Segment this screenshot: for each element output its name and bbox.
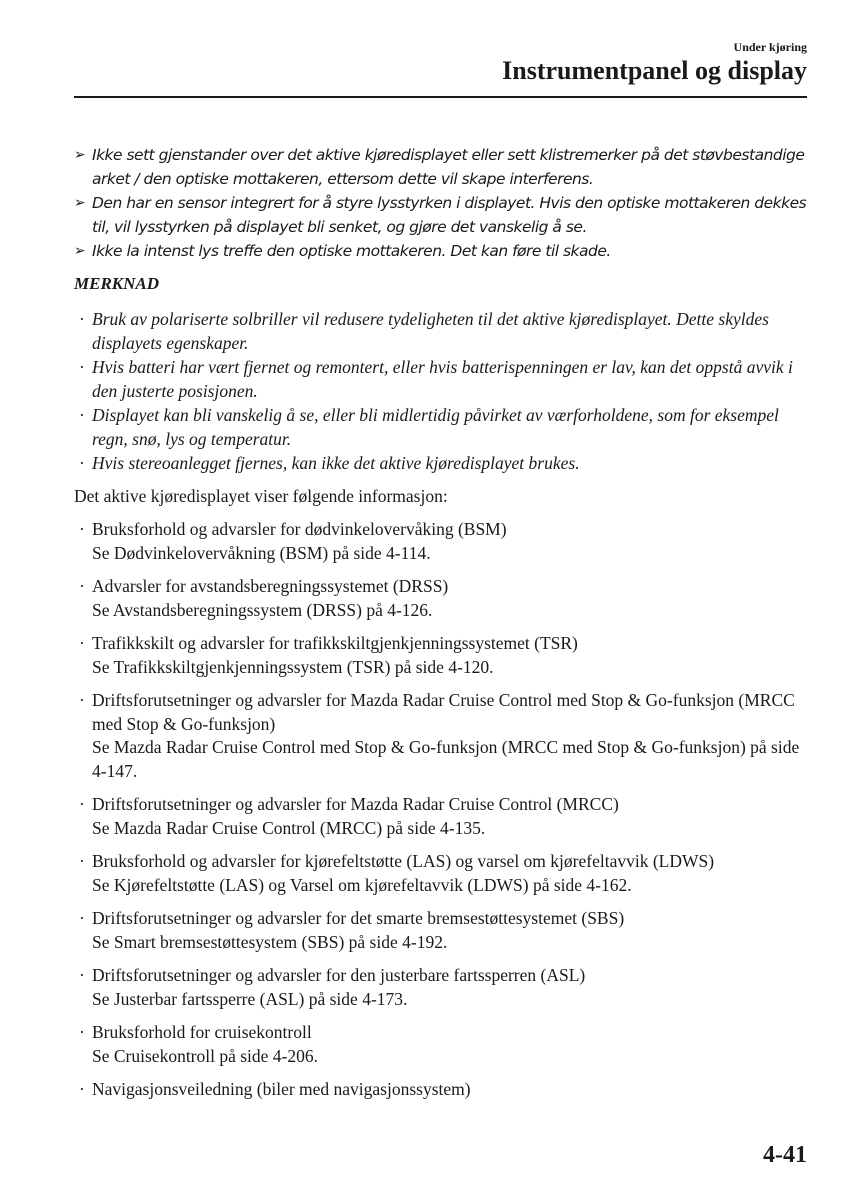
section-label: Under kjøring xyxy=(733,40,807,54)
info-reference: Se Trafikkskiltgjenkjenningssystem (TSR) på side 4-120. xyxy=(92,656,494,677)
info-title: Navigasjonsveiledning (biler med navigasjonssystem) xyxy=(92,1079,471,1099)
info-title: Advarsler for avstandsberegningssystemet (DRSS) xyxy=(92,576,449,596)
page-title: Instrumentpanel og display xyxy=(502,56,807,85)
info-reference: Se Avstandsberegningssystem (DRSS) på 4-126. xyxy=(92,599,433,620)
bullet-dot-icon: · xyxy=(79,453,85,473)
bullet-dot-icon: · xyxy=(79,309,85,329)
bullet-dot-icon: · xyxy=(79,357,85,377)
info-reference: Se Smart bremsestøttesystem (SBS) på side 4-192. xyxy=(92,931,448,952)
bullet-dot-icon: · xyxy=(79,633,85,653)
info-item xyxy=(74,518,814,565)
info-item xyxy=(74,850,814,897)
note-item xyxy=(74,451,814,475)
info-item xyxy=(74,1078,814,1102)
arrow-bullet-icon: ➢ xyxy=(74,147,86,163)
caution-item xyxy=(74,191,814,239)
bullet-dot-icon: · xyxy=(79,519,85,539)
bullet-dot-icon: · xyxy=(79,690,85,710)
info-reference: Se Justerbar fartssperre (ASL) på side 4-173. xyxy=(92,988,408,1009)
info-title: Driftsforutsetninger og advarsler for den justerbare fartssperren (ASL) xyxy=(92,965,586,985)
note-text: Hvis batteri har vært fjernet og remontert, eller hvis batterispenningen er lav, kan det oppstå avvik i den justerte posisjonen. xyxy=(92,357,793,401)
note-text: Hvis stereoanlegget fjernes, kan ikke det aktive kjøredisplayet brukes. xyxy=(92,453,580,473)
info-item xyxy=(74,964,814,1011)
caution-item xyxy=(74,239,814,263)
info-reference: Se Cruisekontroll på side 4-206. xyxy=(92,1045,319,1066)
info-item xyxy=(74,907,814,954)
note-item xyxy=(74,355,814,403)
bullet-dot-icon: · xyxy=(79,908,85,928)
caution-text: Ikke sett gjenstander over det aktive kjøredisplayet eller sett klistremerker på det støvbestandige arket / den optiske mottakeren, ettersom dette vil skape interferens. xyxy=(92,146,805,188)
info-item xyxy=(74,575,814,622)
caution-text: Ikke la intenst lys treffe den optiske mottakeren. Det kan føre til skade. xyxy=(92,242,611,260)
header-divider xyxy=(74,96,807,98)
caution-item xyxy=(74,143,814,191)
bullet-dot-icon: · xyxy=(79,576,85,596)
info-title: Bruksforhold og advarsler for dødvinkelovervåking (BSM) xyxy=(92,519,507,539)
caution-text: Den har en sensor integrert for å styre lysstyrken i displayet. Hvis den optiske mottakeren dekkes til, vil lysstyrken på displayet bli senket, og gjøre det vanskelig å se. xyxy=(92,194,807,236)
info-reference: Se Kjørefeltstøtte (LAS) og Varsel om kjørefeltavvik (LDWS) på side 4-162. xyxy=(92,874,632,895)
info-title: Driftsforutsetninger og advarsler for Mazda Radar Cruise Control med Stop & Go-funksjon (MRCC med Stop & Go-funksjon) xyxy=(92,690,795,734)
info-item xyxy=(74,1021,814,1068)
note-text: Displayet kan bli vanskelig å se, eller bli midlertidig påvirket av værforholdene, som for eksempel regn, snø, lys og temperatur. xyxy=(92,405,779,449)
info-reference: Se Mazda Radar Cruise Control med Stop & Go-funksjon (MRCC med Stop & Go-funksjon) på side 4-147. xyxy=(92,737,800,781)
info-title: Trafikkskilt og advarsler for trafikkskiltgjenkjenningssystemet (TSR) xyxy=(92,633,578,653)
info-reference: Se Mazda Radar Cruise Control (MRCC) på side 4-135. xyxy=(92,817,486,838)
note-item xyxy=(74,403,814,451)
note-item xyxy=(74,307,814,355)
info-list xyxy=(74,518,814,1112)
arrow-bullet-icon: ➢ xyxy=(74,195,86,211)
bullet-dot-icon: · xyxy=(79,405,85,425)
info-title: Bruksforhold for cruisekontroll xyxy=(92,1022,312,1042)
info-item xyxy=(74,689,814,783)
info-reference: Se Dødvinkelovervåkning (BSM) på side 4-114. xyxy=(92,542,431,563)
info-title: Driftsforutsetninger og advarsler for Mazda Radar Cruise Control (MRCC) xyxy=(92,794,619,814)
intro-text: Det aktive kjøredisplayet viser følgende informasjon: xyxy=(74,486,448,506)
caution-list xyxy=(74,143,814,263)
info-item xyxy=(74,632,814,679)
note-list xyxy=(74,307,814,475)
bullet-dot-icon: · xyxy=(79,1079,85,1099)
page-number: 4-41 xyxy=(763,1142,807,1168)
info-title: Driftsforutsetninger og advarsler for det smarte bremsestøttesystemet (SBS) xyxy=(92,908,625,928)
note-heading: MERKNAD xyxy=(74,274,160,293)
bullet-dot-icon: · xyxy=(79,794,85,814)
bullet-dot-icon: · xyxy=(79,851,85,871)
info-item xyxy=(74,793,814,840)
note-text: Bruk av polariserte solbriller vil redusere tydeligheten til det aktive kjøredisplayet. Dette skyldes displayets egenskaper. xyxy=(92,309,769,353)
bullet-dot-icon: · xyxy=(79,1022,85,1042)
bullet-dot-icon: · xyxy=(79,965,85,985)
arrow-bullet-icon: ➢ xyxy=(74,243,86,259)
info-title: Bruksforhold og advarsler for kjørefeltstøtte (LAS) og varsel om kjørefeltavvik (LDWS) xyxy=(92,851,715,871)
